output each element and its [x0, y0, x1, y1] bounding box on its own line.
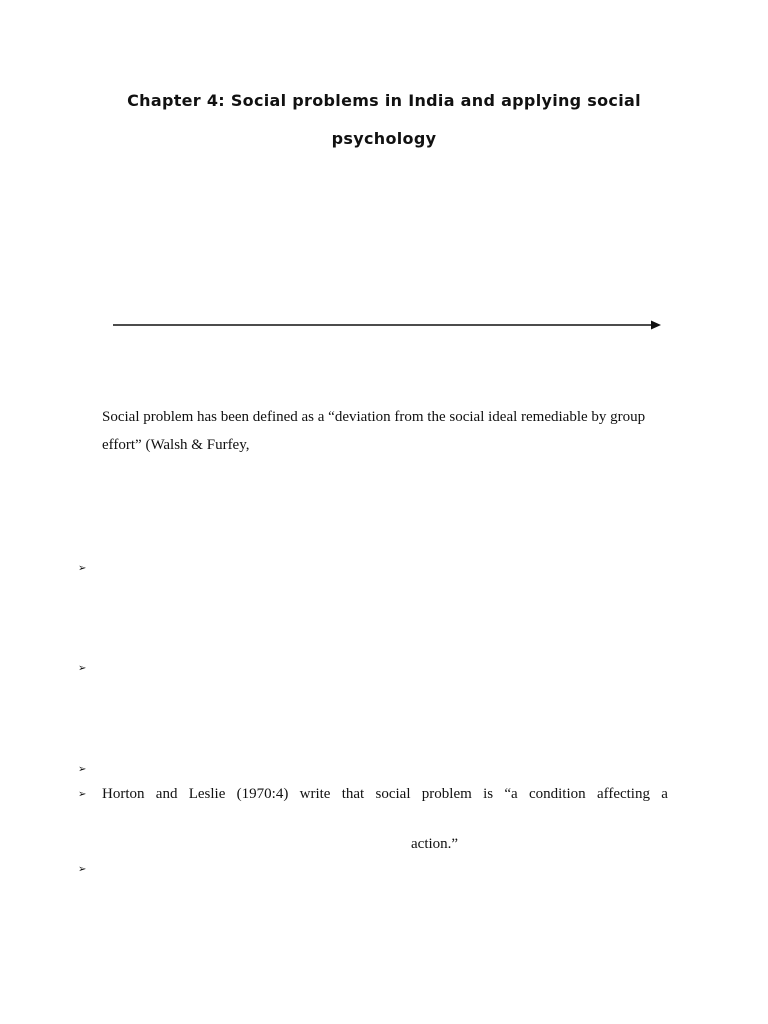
- horton-leslie-bullet-text: [102, 786, 668, 803]
- word: write: [299, 786, 331, 802]
- arrow-bullet-icon: ➢: [78, 864, 87, 875]
- word: problem: [421, 786, 472, 802]
- chapter-title-line-1: Chapter 4: Social problems in India and applying social: [127, 91, 641, 110]
- right-arrow-icon: [113, 318, 661, 332]
- word: a: [661, 786, 668, 802]
- definition-paragraph-line-2: effort” (Walsh & Furfey,: [102, 437, 250, 453]
- arrow-bullet-icon: ➢: [78, 764, 87, 775]
- word: (1970:4): [236, 786, 289, 802]
- word: that: [341, 786, 365, 802]
- arrow-bullet-icon: ➢: [78, 563, 87, 574]
- word: is: [483, 786, 494, 802]
- horton-leslie-continuation: action.”: [411, 836, 459, 852]
- word: condition: [528, 786, 586, 802]
- word: social: [375, 786, 411, 802]
- word: and: [155, 786, 178, 802]
- word: affecting: [596, 786, 650, 802]
- arrow-bullet-icon: ➢: [78, 789, 87, 800]
- word: Horton: [102, 786, 145, 802]
- word: Leslie: [188, 786, 226, 802]
- arrow-bullet-icon: ➢: [78, 663, 87, 674]
- chapter-title-line-2: psychology: [331, 129, 437, 148]
- definition-paragraph-line-1: Social problem has been defined as a “deviation from the social ideal remediable by group: [102, 409, 646, 425]
- word: “a: [504, 786, 518, 802]
